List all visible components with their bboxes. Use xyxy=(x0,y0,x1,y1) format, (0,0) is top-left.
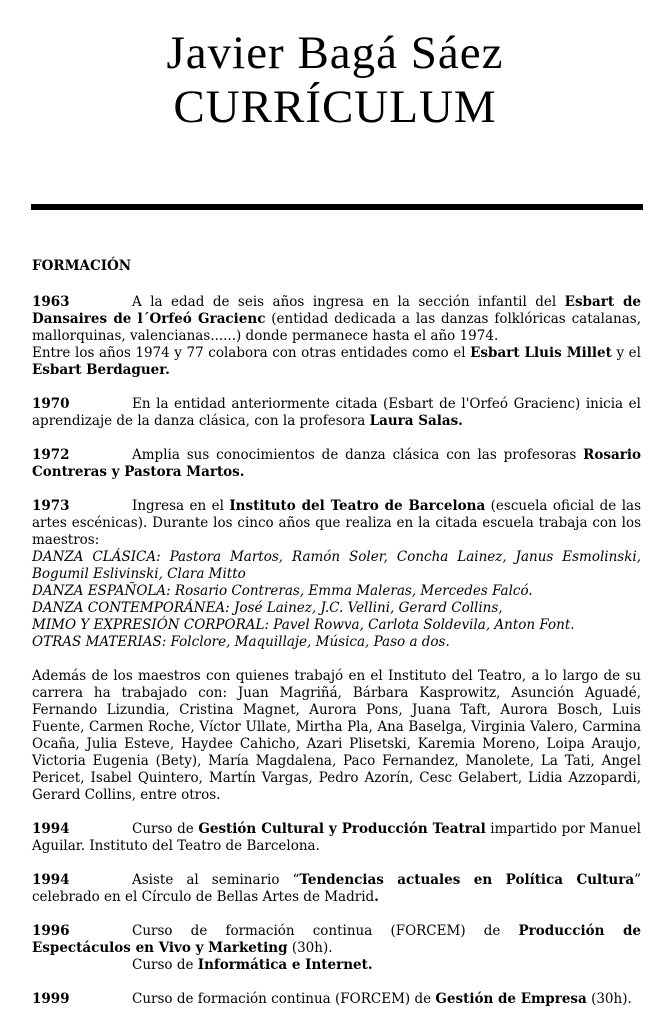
section-title: FORMACIÓN xyxy=(32,258,132,274)
entry-text: y el xyxy=(611,345,641,361)
cv-content xyxy=(32,258,641,1025)
entry-bold-text: Esbart Lluis Millet xyxy=(470,345,612,361)
entry-year: 1972 xyxy=(32,447,70,463)
entry-bold-text: Gestión Cultural y Producción Teatral xyxy=(198,821,486,837)
entry-bold-text: Instituto del Teatro de Barcelona xyxy=(229,498,486,514)
entry-bold-text: Laura Salas. xyxy=(369,413,463,429)
teachers-other: OTRAS MATERIAS: Folclore, Maquillaje, Música, Paso a dos. xyxy=(32,634,450,650)
entry-text: Curso de xyxy=(132,957,198,973)
author-name: Javier Bagá Sáez xyxy=(166,27,504,79)
entry-bold-text: Rosario Contreras y Pastora Martos. xyxy=(32,447,641,480)
entry-1973 xyxy=(32,498,641,651)
entry-text: (30h). xyxy=(586,991,632,1007)
document-header xyxy=(0,26,670,134)
header-divider xyxy=(31,204,643,210)
entry-year: 1963 xyxy=(32,294,70,310)
entry-bold-text: Gestión de Empresa xyxy=(435,991,587,1007)
entry-text: impartido por Manuel Aguilar. Instituto del Teatro de Barcelona. xyxy=(32,821,641,854)
entry-1994-course xyxy=(32,821,641,855)
entry-1996 xyxy=(32,923,641,974)
teachers-contemporary: DANZA CONTEMPORÁNEA: José Lainez, J.C. Vellini, Gerard Collins, xyxy=(32,600,503,616)
entry-text: (escuela oficial de las artes escénicas). Durante los cinco años que realiza en la citada escuela trabaja con los maestros: xyxy=(32,498,642,548)
entry-text: En la entidad anteriormente citada (Esbart de l'Orfeó Gracienc) inicia el aprendizaje de la danza clásica, con la profesora xyxy=(32,396,641,429)
entry-year: 1973 xyxy=(32,498,70,514)
entry-bold-text: Producción de Espectáculos en Vivo y Marketing xyxy=(32,923,642,956)
entry-text: Asiste al seminario “ xyxy=(132,872,300,888)
entry-1972 xyxy=(32,447,641,481)
teachers-mime: MIMO Y EXPRESIÓN CORPORAL: Pavel Rowva, Carlota Soldevila, Anton Font. xyxy=(32,617,575,633)
entry-text: Curso de formación continua (FORCEM) de xyxy=(132,991,436,1007)
entry-year: 1994 xyxy=(32,872,70,888)
entry-bold-text: Informática e Internet. xyxy=(197,957,373,973)
entry-masters xyxy=(32,668,641,804)
entry-year: 1994 xyxy=(32,821,70,837)
teachers-spanish: DANZA ESPAÑOLA: Rosario Contreras, Emma Maleras, Mercedes Falcó. xyxy=(32,583,533,599)
entry-text: (30h). xyxy=(287,940,333,956)
entry-bold-text: . xyxy=(374,889,379,905)
entry-year: 1999 xyxy=(32,991,70,1007)
entry-text: Ingresa en el xyxy=(132,498,230,514)
entry-year: 1970 xyxy=(32,396,70,412)
entry-bold-text: Tendencias actuales en Política Cultura xyxy=(299,872,635,888)
teachers-classical: DANZA CLÁSICA: Pastora Martos, Ramón Soler, Concha Lainez, Janus Esmolinski, Bogumil Eslivinski, Clara Mitto xyxy=(32,549,641,582)
entry-text: (entidad dedicada a las danzas folklóricas catalanas, mallorquinas, valencianas......) donde permanece hasta el año 1974. xyxy=(32,311,641,344)
entry-1970 xyxy=(32,396,641,430)
entry-text: Curso de formación continua (FORCEM) de xyxy=(132,923,519,939)
entry-text: ” celebrado en el Círculo de Bellas Artes de Madrid xyxy=(32,872,641,905)
entry-bold-text: Esbart de Dansaires de l´Orfeó Gracienc xyxy=(32,294,641,327)
entry-text: Entre los años 1974 y 77 colabora con otras entidades como el xyxy=(32,345,471,361)
entry-text: Amplia sus conocimientos de danza clásica con las profesoras xyxy=(132,447,584,463)
entry-year: 1996 xyxy=(32,923,70,939)
entry-text: Curso de xyxy=(132,821,199,837)
document-title: CURRÍCULUM xyxy=(173,81,497,133)
entry-1963 xyxy=(32,294,641,379)
entry-1994-seminar xyxy=(32,872,641,906)
masters-paragraph: Además de los maestros con quienes trabajó en el Instituto del Teatro, a lo largo de su carrera ha trabajado con: Juan Magriñá, Bárbara Kasprowitz, Asunción Aguadé, Fernando Lizundia, Cristina Magnet, Aurora Pons, Juana Taft, Aurora Bosch, Luis Fuente, Carmen Roche, Víctor Ullate, Mirtha Pla, Ana Baselga, Virginia Valero, Carmina Ocaña, Julia Esteve, Haydee Cahicho, Azari Plisetski, Karemia Moreno, Loipa Araujo, Victoria Eugenia (Bety), María Magdalena, Paco Fernandez, Manolete, La Tati, Angel Pericet, Isabel Quintero, Martín Vargas, Pedro Azorín, Cesc Gelabert, Lidia Azzopardi, Gerard Collins, entre otros. xyxy=(32,668,641,803)
entry-text: A la edad de seis años ingresa en la sección infantil del xyxy=(132,294,565,310)
entry-bold-text: Esbart Berdaguer. xyxy=(32,362,170,378)
